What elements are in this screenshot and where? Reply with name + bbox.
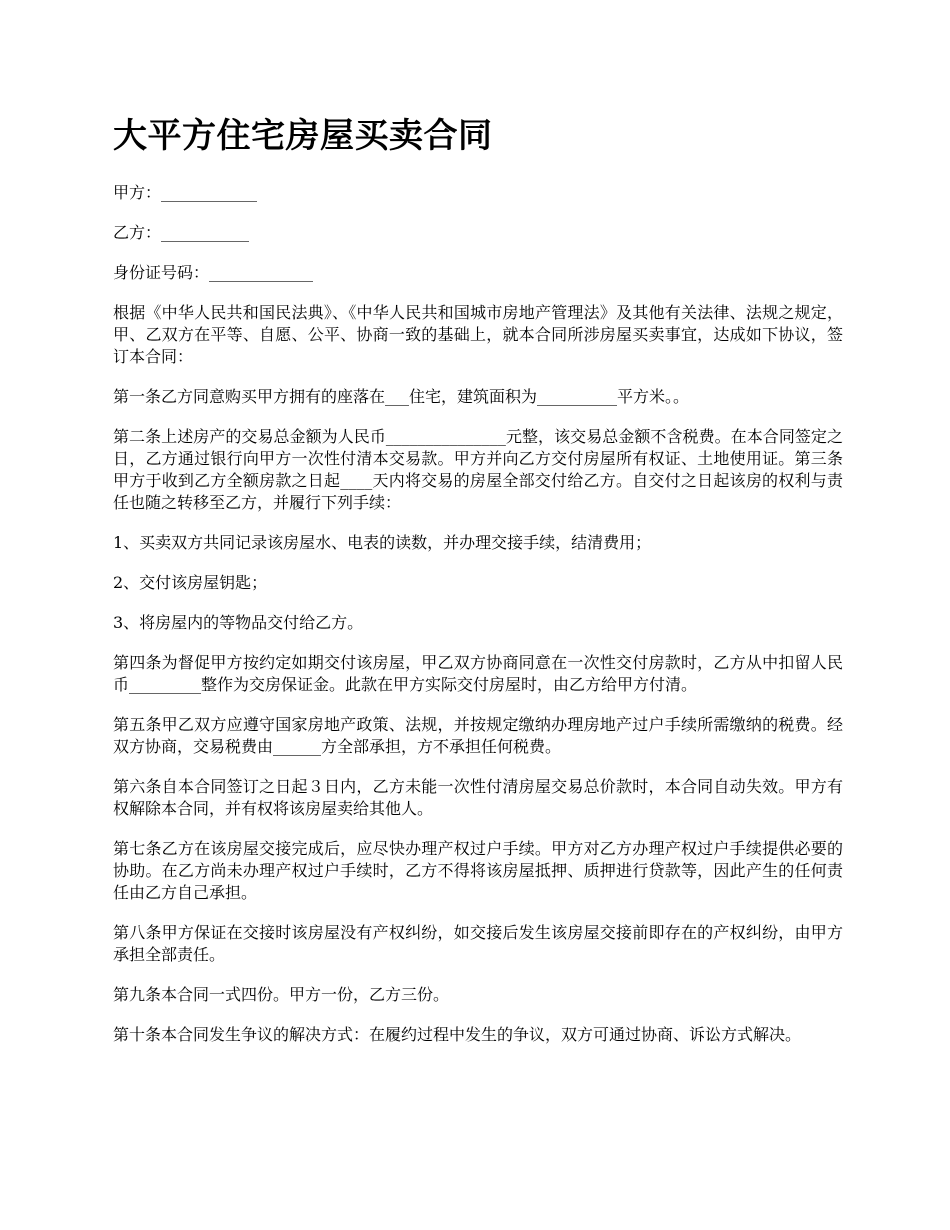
list-item-1: 1、买卖双方共同记录该房屋水、电表的读数，并办理交接手续，结清费用； xyxy=(113,533,652,552)
list-item-2: 2、交付该房屋钥匙； xyxy=(113,573,268,592)
article-7: 第七条乙方在该房屋交接完成后，应尽快办理产权过户手续。甲方对乙方办理产权过户手续提供必要的协助。在乙方尚未办理产权过户手续时，乙方不得将该房屋抵押、质押进行贷款等，因此产生的任何责任由乙方自己承担。 xyxy=(113,839,843,902)
article-8: 第八条甲方保证在交接时该房屋没有产权纠纷，如交接后发生该房屋交接前即存在的产权纠纷，由甲方承担全部责任。 xyxy=(113,923,843,964)
article-1: 第一条乙方同意购买甲方拥有的座落在___住宅，建筑面积为__________平方米。。 xyxy=(113,387,690,406)
article-10: 第十条本合同发生争议的解决方式：在履约过程中发生的争议，双方可通过协商、诉讼方式解决。 xyxy=(113,1025,802,1044)
article-6: 第六条自本合同签订之日起３日内，乙方未能一次性付清房屋交易总价款时，本合同自动失效。甲方有权解除本合同，并有权将该房屋卖给其他人。 xyxy=(113,777,843,818)
intro-paragraph: 根据《中华人民共和国民法典》、《中华人民共和国城市房地产管理法》及其他有关法律、法规之规定，甲、乙双方在平等、自愿、公平、协商一致的基础上，就本合同所涉房屋买卖事宜，达成如下协议，签订本合同： xyxy=(113,303,843,366)
party-a-field: 甲方：____________ xyxy=(113,183,258,202)
id-number-field: 身份证号码：_____________ xyxy=(113,263,314,282)
article-2: 第二条上述房产的交易总金额为人民币_______________元整，该交易总金额不含税费。在本合同签定之日，乙方通过银行向甲方一次性付清本交易款。甲方并向乙方交付房屋所有权证、土地使用证。第三条甲方于收到乙方全额房款之日起____天内将交易的房屋全部交付给乙方。自交付之日起该房的权利与责任也随之转移至乙方，并履行下列手续： xyxy=(113,427,843,512)
page-title: 大平方住宅房屋买卖合同 xyxy=(113,116,493,156)
article-5: 第五条甲乙双方应遵守国家房地产政策、法规，并按规定缴纳办理房地产过户手续所需缴纳的税费。经双方协商，交易税费由______方全部承担，方不承担任何税费。 xyxy=(113,715,843,756)
article-9: 第九条本合同一式四份。甲方一份，乙方三份。 xyxy=(113,985,450,1004)
contract-page xyxy=(113,112,843,1064)
party-b-field: 乙方：___________ xyxy=(113,223,250,242)
list-item-3: 3、将房屋内的等物品交付给乙方。 xyxy=(113,613,364,632)
article-4: 第四条为督促甲方按约定如期交付该房屋，甲乙双方协商同意在一次性交付房款时，乙方从中扣留人民币_________整作为交房保证金。此款在甲方实际交付房屋时，由乙方给甲方付清。 xyxy=(113,653,843,694)
